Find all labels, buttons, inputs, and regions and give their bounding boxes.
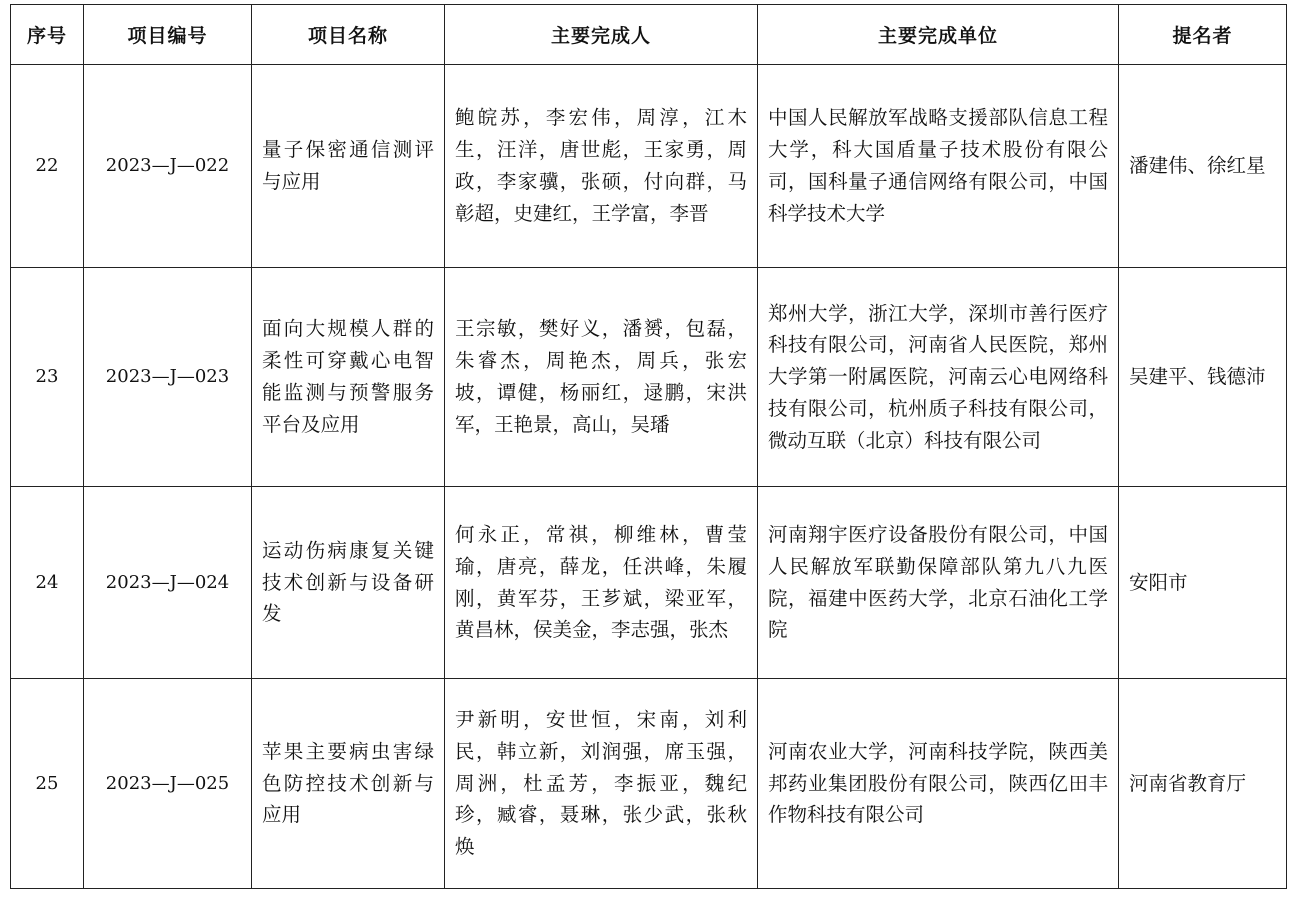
cell-seq: 24 bbox=[11, 487, 84, 679]
table-row bbox=[11, 65, 1287, 268]
table-row bbox=[11, 487, 1287, 679]
cell-nominator: 河南省教育厅 bbox=[1119, 679, 1287, 889]
cell-nominator: 潘建伟、徐红星 bbox=[1119, 65, 1287, 268]
cell-units: 郑州大学，浙江大学，深圳市善行医疗科技有限公司，河南省人民医院，郑州大学第一附属医院，河南云心电网络科技有限公司，杭州质子科技有限公司，微动互联（北京）科技有限公司 bbox=[758, 268, 1119, 487]
cell-people: 鲍皖苏，李宏伟，周淳，江木生，汪洋，唐世彪，王家勇，周政，李家骥，张硕，付向群，马彰超，史建红，王学富，李晋 bbox=[445, 65, 758, 268]
header-units: 主要完成单位 bbox=[758, 5, 1119, 65]
cell-project-name: 苹果主要病虫害绿色防控技术创新与应用 bbox=[252, 679, 445, 889]
cell-project-name: 运动伤病康复关键技术创新与设备研发 bbox=[252, 487, 445, 679]
project-table bbox=[10, 4, 1287, 889]
cell-units: 河南农业大学，河南科技学院，陕西美邦药业集团股份有限公司，陕西亿田丰作物科技有限公司 bbox=[758, 679, 1119, 889]
cell-people: 何永正，常祺，柳维林，曹莹瑜，唐亮，薛龙，任洪峰，朱履刚，黄军芬，王芗斌，梁亚军，黄昌林，侯美金，李志强，张杰 bbox=[445, 487, 758, 679]
cell-code: 2023—J—024 bbox=[84, 487, 252, 679]
cell-project-name: 面向大规模人群的柔性可穿戴心电智能监测与预警服务平台及应用 bbox=[252, 268, 445, 487]
cell-seq: 22 bbox=[11, 65, 84, 268]
cell-units: 河南翔宇医疗设备股份有限公司，中国人民解放军联勤保障部队第九八九医院，福建中医药大学，北京石油化工学院 bbox=[758, 487, 1119, 679]
header-name: 项目名称 bbox=[252, 5, 445, 65]
header-people: 主要完成人 bbox=[445, 5, 758, 65]
table-row bbox=[11, 679, 1287, 889]
cell-units: 中国人民解放军战略支援部队信息工程大学，科大国盾量子技术股份有限公司，国科量子通信网络有限公司，中国科学技术大学 bbox=[758, 65, 1119, 268]
cell-code: 2023—J—025 bbox=[84, 679, 252, 889]
cell-people: 尹新明，安世恒，宋南，刘利民，韩立新，刘润强，席玉强，周洲，杜孟芳，李振亚，魏纪珍，臧睿，聂琳，张少武，张秋焕 bbox=[445, 679, 758, 889]
cell-nominator: 吴建平、钱德沛 bbox=[1119, 268, 1287, 487]
table-header-row bbox=[11, 5, 1287, 65]
cell-project-name: 量子保密通信测评与应用 bbox=[252, 65, 445, 268]
cell-people: 王宗敏，樊好义，潘赟，包磊，朱睿杰，周艳杰，周兵，张宏坡，谭健，杨丽红，逯鹏，宋洪军，王艳景，高山，吴璠 bbox=[445, 268, 758, 487]
cell-seq: 25 bbox=[11, 679, 84, 889]
header-code: 项目编号 bbox=[84, 5, 252, 65]
header-seq: 序号 bbox=[11, 5, 84, 65]
cell-seq: 23 bbox=[11, 268, 84, 487]
cell-code: 2023—J—023 bbox=[84, 268, 252, 487]
table-row bbox=[11, 268, 1287, 487]
cell-code: 2023—J—022 bbox=[84, 65, 252, 268]
cell-nominator: 安阳市 bbox=[1119, 487, 1287, 679]
header-nominator: 提名者 bbox=[1119, 5, 1287, 65]
